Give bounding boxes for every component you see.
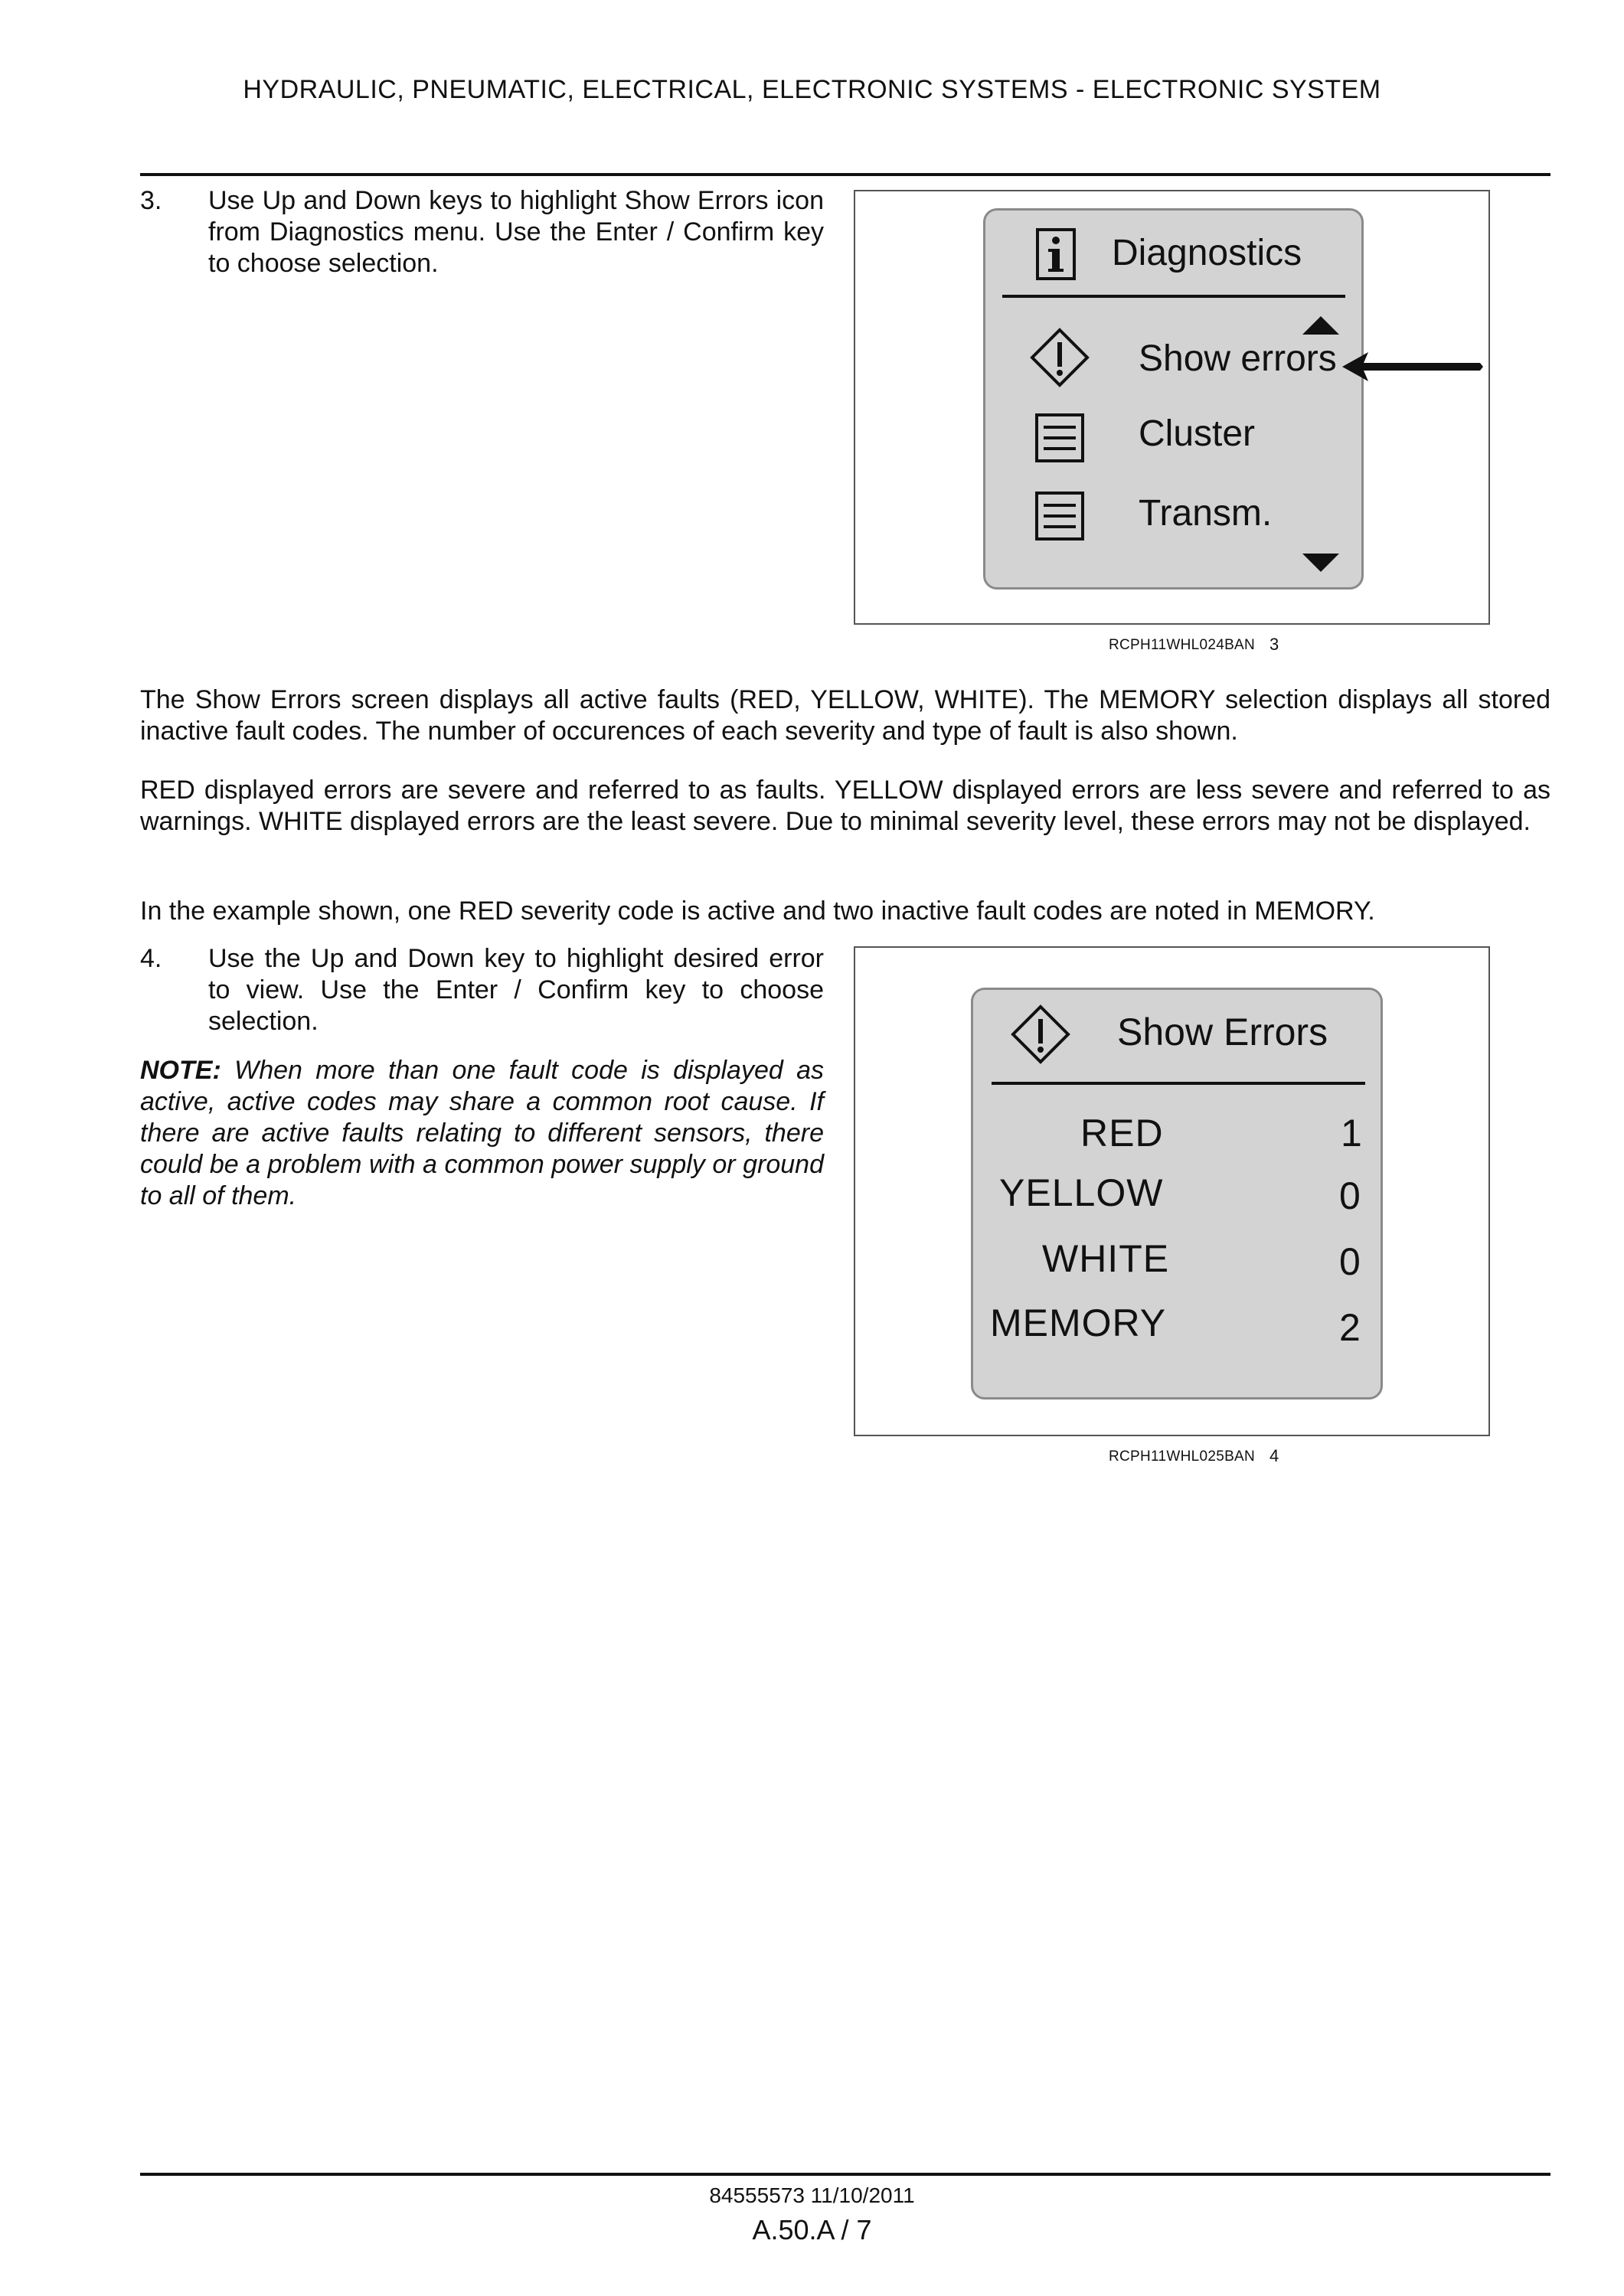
arrow-down-icon <box>1301 552 1341 573</box>
screen-title: Diagnostics <box>1112 233 1302 273</box>
figure-3-caption-number: 3 <box>1269 635 1279 654</box>
warning-diamond-icon <box>1010 1004 1071 1065</box>
row-white-label: WHITE <box>1042 1237 1170 1280</box>
step-3-number: 3. <box>140 186 162 215</box>
step-3-text: Use Up and Down keys to highlight Show Errors icon from Diagnostics menu. Use the Enter / Confirm key to choose selection. <box>208 186 824 278</box>
row-red-count: 1 <box>1341 1112 1362 1155</box>
figure-3 <box>854 190 1490 625</box>
figure-3-caption-code: RCPH11WHL024BAN <box>1109 637 1256 653</box>
footer-doc-id: 84555573 11/10/2011 <box>709 2183 915 2207</box>
row-white-count: 0 <box>1339 1240 1361 1283</box>
header-rule <box>140 173 1550 176</box>
pointer-arrow-icon <box>1342 349 1483 384</box>
warning-diamond-icon <box>1029 327 1090 388</box>
footer-rule <box>140 2173 1550 2176</box>
figure-4 <box>854 946 1490 1436</box>
paragraph-show-errors: The Show Errors screen displays all active faults (RED, YELLOW, WHITE). The MEMORY selection displays all stored inactive fault codes. The number of occurences of each severity and type of fault is also shown. <box>140 685 1550 746</box>
menu-item-transm[interactable]: Transm. <box>1139 493 1273 534</box>
row-yellow-label: YELLOW <box>999 1171 1164 1214</box>
screen-title-rule <box>992 1082 1365 1085</box>
menu-item-show-errors[interactable]: Show errors <box>1139 338 1337 379</box>
row-yellow-count: 0 <box>1339 1174 1361 1217</box>
figure-4-caption-code: RCPH11WHL025BAN <box>1109 1448 1256 1465</box>
step-4-number: 4. <box>140 944 162 973</box>
figure-4-caption-number: 4 <box>1269 1446 1279 1465</box>
diagnostics-screen <box>983 208 1364 590</box>
note-label: NOTE: <box>140 1056 221 1085</box>
arrow-up-icon <box>1301 315 1341 336</box>
row-memory-label: MEMORY <box>990 1302 1167 1344</box>
note-text: When more than one fault code is displayed as active, active codes may share a common root cause. If there are active faults relating to different sensors, there could be a problem with a common power supply or ground to all of them. <box>140 1056 824 1210</box>
list-icon <box>1034 491 1085 541</box>
info-icon <box>1035 227 1077 281</box>
row-red-label: RED <box>1080 1112 1164 1155</box>
screen-title-rule <box>1002 295 1345 298</box>
footer-page-number: A.50.A / 7 <box>752 2214 872 2245</box>
note <box>140 1055 824 1212</box>
paragraph-severity: RED displayed errors are severe and referred to as faults. YELLOW displayed errors are less severe and referred to as warnings. WHITE displayed errors are the least severe. Due to minimal severity level, these errors may not be displayed. <box>140 776 1550 836</box>
list-icon <box>1034 413 1085 463</box>
page-header: HYDRAULIC, PNEUMATIC, ELECTRICAL, ELECTRONIC SYSTEMS - ELECTRONIC SYSTEM <box>243 75 1381 104</box>
paragraph-example: In the example shown, one RED severity code is active and two inactive fault codes are noted in MEMORY. <box>140 897 1375 926</box>
screen-title: Show Errors <box>1117 1011 1328 1053</box>
menu-item-cluster[interactable]: Cluster <box>1139 413 1256 454</box>
row-memory-count: 2 <box>1339 1306 1361 1349</box>
show-errors-screen <box>971 988 1383 1399</box>
step-4-text: Use the Up and Down key to highlight desired error to view. Use the Enter / Confirm key to choose selection. <box>208 944 824 1036</box>
